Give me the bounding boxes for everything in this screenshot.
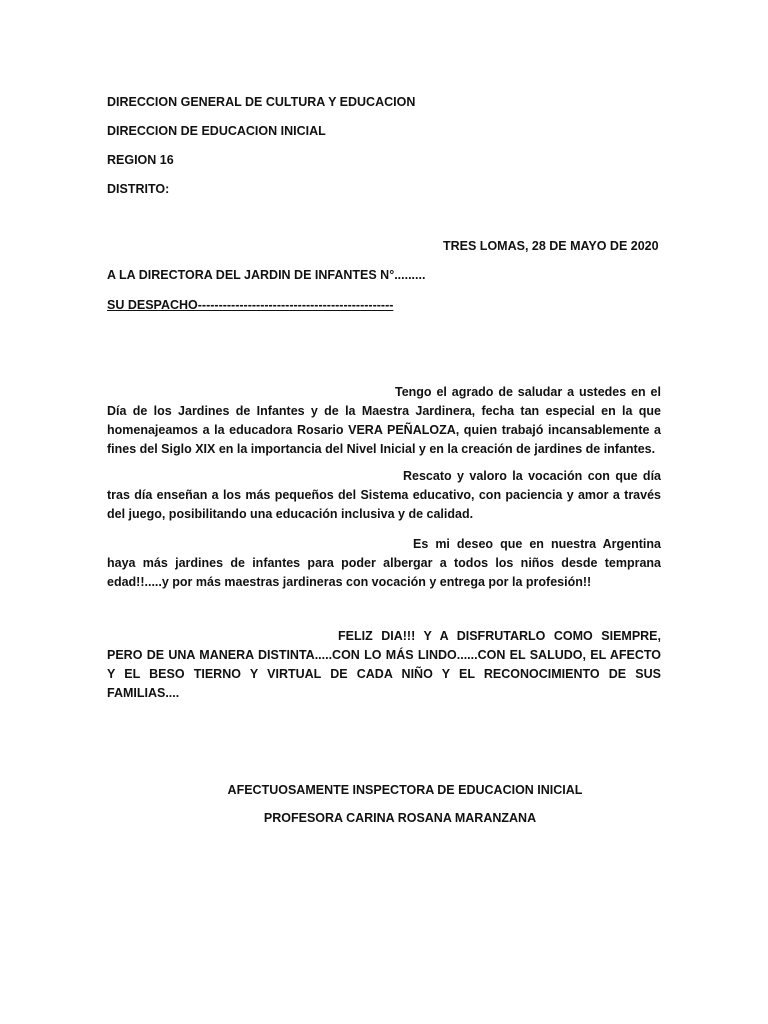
header-line-2: DIRECCION DE EDUCACION INICIAL bbox=[107, 124, 326, 138]
signature-line-1: AFECTUOSAMENTE INSPECTORA DE EDUCACION INICIAL bbox=[227, 783, 583, 797]
body-paragraph-4: FELIZ DIA!!! Y A DISFRUTARLO COMO SIEMPRE, PERO DE UNA MANERA DISTINTA.....CON LO MÁS LINDO......CON EL SALUDO, EL AFECTO Y EL BESO TIERNO Y VIRTUAL DE CADA NIÑO Y EL RECONOCIMIENTO DE SUS FAMILIAS.... bbox=[107, 629, 661, 700]
date-line: TRES LOMAS, 28 DE MAYO DE 2020 bbox=[443, 239, 659, 253]
body-paragraph-2: Rescato y valoro la vocación con que día tras día enseñan a los más pequeños del Sistema educativo, con paciencia y amor a través del juego, posibilitando una educación inclusiva y de calidad. bbox=[107, 469, 661, 521]
body-paragraph-1: Tengo el agrado de saludar a ustedes en el Día de los Jardines de Infantes y de la Maestra Jardinera, fecha tan especial en la que homenajeamos a la educadora Rosario VERA PEÑALOZA, quien trabajó incansablemente a fines del Siglo XIX en la importancia del Nivel Inicial y en la creación de jardines de infantes. bbox=[107, 385, 661, 456]
body-paragraph-3: Es mi deseo que en nuestra Argentina haya más jardines de infantes para poder albergar a todos los niños desde temprana edad!!.....y por más maestras jardineras con vocación y entrega por la profesión!! bbox=[107, 537, 661, 589]
header-line-4: DISTRITO: bbox=[107, 182, 170, 196]
recipient-line: A LA DIRECTORA DEL JARDIN DE INFANTES N°......... bbox=[107, 268, 426, 282]
header-line-1: DIRECCION GENERAL DE CULTURA Y EDUCACION bbox=[107, 95, 416, 109]
header-line-3: REGION 16 bbox=[107, 153, 174, 167]
despacho-line: SU DESPACHO----------------------------------------------- bbox=[107, 298, 394, 312]
signature-line-2: PROFESORA CARINA ROSANA MARANZANA bbox=[263, 811, 537, 825]
